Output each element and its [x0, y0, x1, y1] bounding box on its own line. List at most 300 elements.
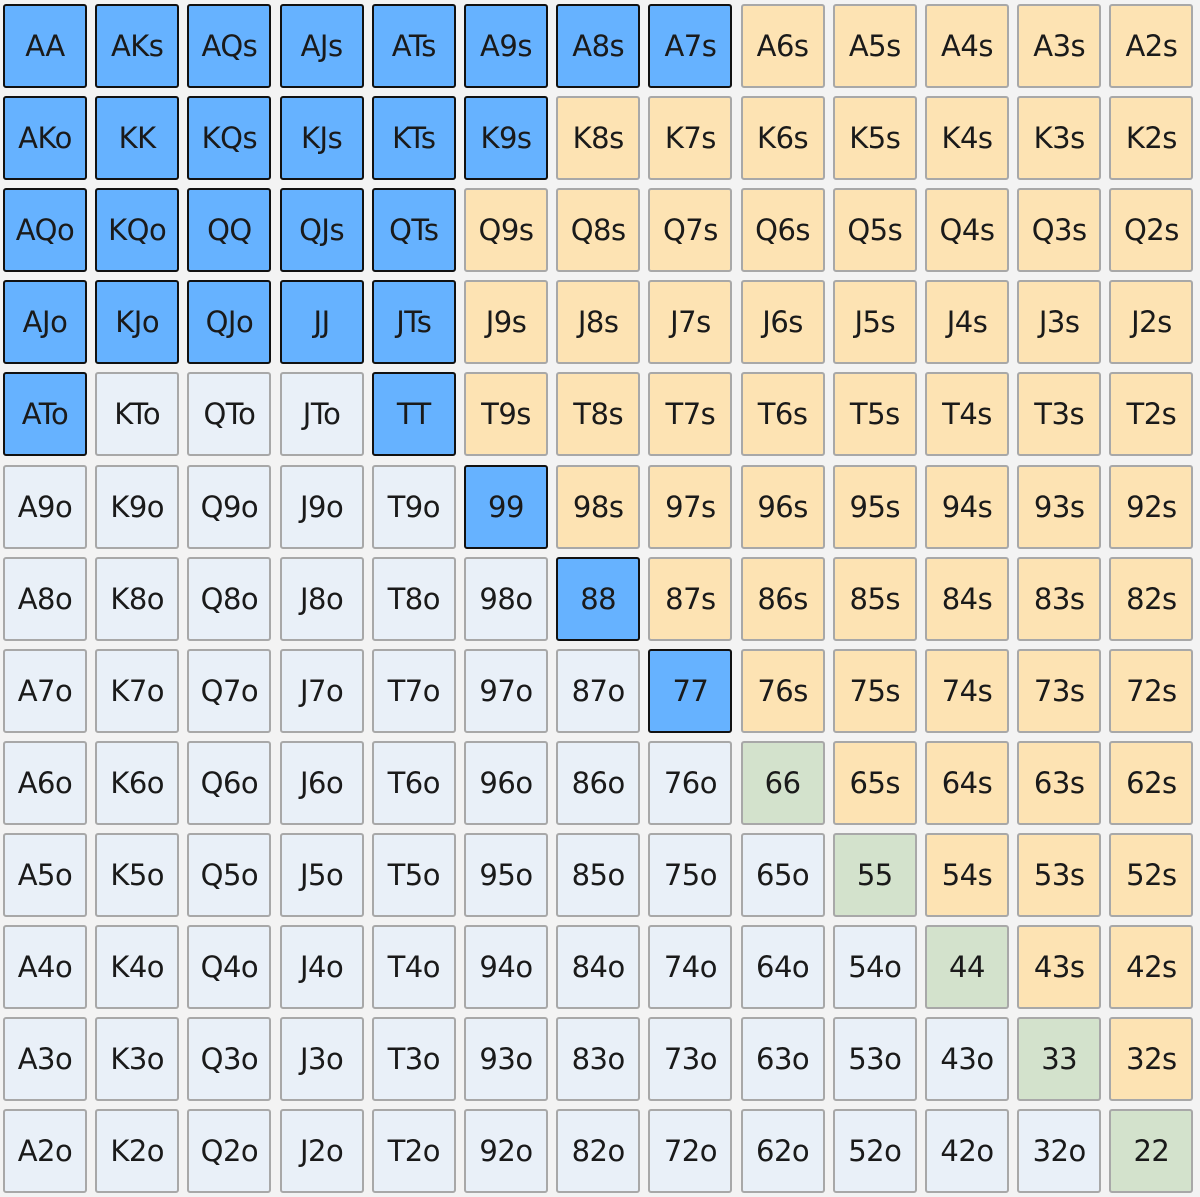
hand-label: A4o [17, 950, 73, 984]
hand-label: Q4s [939, 213, 995, 248]
hand-label: A8o [17, 581, 73, 616]
hand-label: 93o [479, 1042, 533, 1077]
hand-label: 99 [488, 489, 524, 524]
hand-cell-42s[interactable] [1109, 925, 1193, 1009]
hand-cell-63o[interactable] [741, 1017, 825, 1101]
hand-label: 86o [571, 765, 625, 800]
hand-cell-t3o[interactable] [372, 1017, 456, 1101]
hand-cell-22[interactable] [1109, 1109, 1193, 1193]
hand-cell-kjo[interactable] [95, 280, 179, 364]
hand-cell-j3s[interactable] [1017, 280, 1101, 364]
hand-cell-j5o[interactable] [280, 833, 364, 917]
hand-label: 82s [1126, 581, 1177, 616]
hand-cell-q4s[interactable] [925, 188, 1009, 272]
hand-cell-98s[interactable] [556, 465, 640, 549]
hand-label: 42o [940, 1134, 994, 1169]
hand-cell-94o[interactable] [464, 925, 548, 1009]
hand-cell-ato[interactable] [3, 372, 87, 456]
hand-label: 73o [663, 1042, 717, 1077]
hand-cell-94s[interactable] [925, 465, 1009, 549]
hand-cell-k5s[interactable] [833, 96, 917, 180]
hand-label: A2s [1125, 29, 1178, 63]
hand-label: K7s [664, 121, 716, 156]
hand-cell-42o[interactable] [925, 1109, 1009, 1193]
hand-cell-t9s[interactable] [464, 372, 548, 456]
hand-label: 98s [572, 489, 624, 524]
hand-cell-a4o[interactable] [3, 925, 87, 1009]
hand-label: 32s [1126, 1042, 1177, 1077]
hand-cell-a6o[interactable] [3, 741, 87, 825]
hand-cell-q5s[interactable] [833, 188, 917, 272]
hand-cell-85o[interactable] [556, 833, 640, 917]
hand-label: A5s [848, 29, 901, 63]
hand-cell-k5o[interactable] [95, 833, 179, 917]
hand-cell-k7o[interactable] [95, 649, 179, 733]
hand-cell-k8s[interactable] [556, 96, 640, 180]
hand-label: K8o [110, 581, 165, 616]
hand-label: 97s [665, 489, 716, 524]
hand-cell-q9o[interactable] [187, 465, 271, 549]
hand-label: 62o [756, 1134, 810, 1169]
hand-label: Q3o [200, 1042, 259, 1077]
hand-label: 83o [571, 1042, 625, 1077]
hand-cell-j8s[interactable] [556, 280, 640, 364]
hand-cell-74o[interactable] [648, 925, 732, 1009]
hand-label: KJo [115, 305, 160, 340]
hand-cell-44[interactable] [925, 925, 1009, 1009]
hand-cell-86o[interactable] [556, 741, 640, 825]
hand-cell-t4s[interactable] [925, 372, 1009, 456]
hand-label: T4o [387, 950, 440, 984]
hand-label: AQs [201, 29, 258, 63]
hand-cell-87s[interactable] [648, 557, 732, 641]
hand-cell-a8s[interactable] [556, 4, 640, 88]
hand-cell-72s[interactable] [1109, 649, 1193, 733]
hand-cell-84s[interactable] [925, 557, 1009, 641]
hand-cell-53o[interactable] [833, 1017, 917, 1101]
hand-cell-q7o[interactable] [187, 649, 271, 733]
hand-label: 64o [756, 950, 810, 984]
hand-label: 54s [941, 857, 993, 892]
hand-label: A3o [17, 1042, 73, 1077]
hand-cell-62s[interactable] [1109, 741, 1193, 825]
hand-label: 92s [1126, 489, 1177, 524]
hand-label: J2o [299, 1134, 344, 1169]
hand-cell-q3o[interactable] [187, 1017, 271, 1101]
hand-cell-ats[interactable] [372, 4, 456, 88]
hand-cell-53s[interactable] [1017, 833, 1101, 917]
hand-label: T7s [665, 397, 716, 432]
hand-cell-66[interactable] [741, 741, 825, 825]
hand-cell-a9o[interactable] [3, 465, 87, 549]
hand-cell-aa[interactable] [3, 4, 87, 88]
hand-cell-tt[interactable] [372, 372, 456, 456]
hand-cell-73s[interactable] [1017, 649, 1101, 733]
hand-label: 44 [949, 950, 985, 984]
hand-label: QQ [207, 213, 252, 248]
hand-cell-98o[interactable] [464, 557, 548, 641]
hand-label: Q2o [200, 1134, 259, 1169]
hand-label: J9s [485, 305, 527, 340]
hand-label: 97o [479, 673, 533, 708]
hand-label: KQs [201, 121, 258, 156]
hand-cell-76o[interactable] [648, 741, 732, 825]
hand-label: ATo [21, 397, 69, 432]
hand-cell-t9o[interactable] [372, 465, 456, 549]
hand-cell-84o[interactable] [556, 925, 640, 1009]
hand-cell-jto[interactable] [280, 372, 364, 456]
hand-label: K5o [110, 857, 165, 892]
hand-cell-j9o[interactable] [280, 465, 364, 549]
hand-label: K5s [849, 121, 901, 156]
hand-cell-qq[interactable] [187, 188, 271, 272]
hand-cell-qjs[interactable] [280, 188, 364, 272]
hand-cell-jts[interactable] [372, 280, 456, 364]
hand-label: J9o [299, 489, 344, 524]
hand-cell-t5s[interactable] [833, 372, 917, 456]
hand-cell-93s[interactable] [1017, 465, 1101, 549]
hand-cell-k7s[interactable] [648, 96, 732, 180]
hand-label: Q9o [200, 489, 259, 524]
hand-label: ATs [391, 29, 436, 63]
hand-cell-99[interactable] [464, 465, 548, 549]
hand-label: A5o [17, 857, 73, 892]
hand-cell-92o[interactable] [464, 1109, 548, 1193]
hand-label: T8s [573, 397, 624, 432]
hand-label: K9o [110, 489, 165, 524]
hand-cell-j3o[interactable] [280, 1017, 364, 1101]
hand-cell-t6o[interactable] [372, 741, 456, 825]
hand-label: 53s [1033, 857, 1085, 892]
hand-cell-j7s[interactable] [648, 280, 732, 364]
hand-cell-q2o[interactable] [187, 1109, 271, 1193]
hand-label: Q7s [662, 213, 718, 248]
hand-label: J7s [670, 305, 711, 340]
hand-cell-j2s[interactable] [1109, 280, 1193, 364]
hand-cell-aks[interactable] [95, 4, 179, 88]
hand-cell-jj[interactable] [280, 280, 364, 364]
hand-cell-a9s[interactable] [464, 4, 548, 88]
hand-cell-75o[interactable] [648, 833, 732, 917]
hand-label: J6o [299, 765, 344, 800]
hand-cell-j9s[interactable] [464, 280, 548, 364]
hand-label: 72s [1126, 673, 1177, 708]
hand-label: A7s [664, 29, 717, 63]
hand-cell-43o[interactable] [925, 1017, 1009, 1101]
hand-cell-76s[interactable] [741, 649, 825, 733]
hand-cell-ako[interactable] [3, 96, 87, 180]
hand-label: T9o [387, 489, 440, 524]
hand-cell-a3s[interactable] [1017, 4, 1101, 88]
hand-cell-k3s[interactable] [1017, 96, 1101, 180]
hand-label: 65o [756, 857, 810, 892]
hand-label: K8s [572, 121, 624, 156]
hand-cell-kto[interactable] [95, 372, 179, 456]
hand-cell-82o[interactable] [556, 1109, 640, 1193]
hand-cell-96o[interactable] [464, 741, 548, 825]
hand-cell-a4s[interactable] [925, 4, 1009, 88]
hand-cell-92s[interactable] [1109, 465, 1193, 549]
hand-label: K4o [110, 950, 165, 984]
hand-cell-65o[interactable] [741, 833, 825, 917]
hand-cell-95o[interactable] [464, 833, 548, 917]
hand-label: 73s [1033, 673, 1085, 708]
hand-label: 72o [663, 1134, 717, 1169]
hand-label: AJo [22, 305, 68, 340]
hand-cell-64o[interactable] [741, 925, 825, 1009]
hand-cell-a8o[interactable] [3, 557, 87, 641]
hand-cell-q6s[interactable] [741, 188, 825, 272]
hand-label: A8s [572, 29, 625, 63]
hand-label: QTo [203, 397, 256, 432]
hand-cell-95s[interactable] [833, 465, 917, 549]
hand-cell-aqo[interactable] [3, 188, 87, 272]
hand-label: 96o [479, 765, 533, 800]
hand-cell-a5s[interactable] [833, 4, 917, 88]
hand-cell-32s[interactable] [1109, 1017, 1193, 1101]
hand-cell-64s[interactable] [925, 741, 1009, 825]
hand-cell-96s[interactable] [741, 465, 825, 549]
hand-cell-kqs[interactable] [187, 96, 271, 180]
hand-label: QTs [389, 213, 439, 248]
hand-cell-k2o[interactable] [95, 1109, 179, 1193]
hand-cell-j5s[interactable] [833, 280, 917, 364]
hand-cell-q9s[interactable] [464, 188, 548, 272]
hand-label: K4s [941, 121, 993, 156]
hand-cell-t7o[interactable] [372, 649, 456, 733]
hand-label: Q5s [847, 213, 903, 248]
hand-cell-q8o[interactable] [187, 557, 271, 641]
hand-cell-85s[interactable] [833, 557, 917, 641]
hand-cell-j4s[interactable] [925, 280, 1009, 364]
hand-cell-k6o[interactable] [95, 741, 179, 825]
hand-label: T5s [849, 397, 900, 432]
hand-label: A3s [1033, 29, 1086, 63]
hand-cell-k9s[interactable] [464, 96, 548, 180]
hand-cell-43s[interactable] [1017, 925, 1101, 1009]
hand-label: Q8s [570, 213, 626, 248]
hand-cell-55[interactable] [833, 833, 917, 917]
hand-label: JJ [313, 305, 330, 340]
hand-label: QJo [205, 305, 254, 340]
hand-cell-k8o[interactable] [95, 557, 179, 641]
hand-cell-qts[interactable] [372, 188, 456, 272]
hand-label: 66 [764, 765, 801, 800]
hand-cell-t3s[interactable] [1017, 372, 1101, 456]
hand-label: K2o [110, 1134, 165, 1169]
hand-label: 76o [663, 765, 717, 800]
hand-label: 33 [1041, 1042, 1078, 1077]
hand-cell-87o[interactable] [556, 649, 640, 733]
hand-label: 63o [756, 1042, 810, 1077]
hand-label: 65s [849, 765, 901, 800]
hand-label: 43s [1033, 950, 1085, 984]
hand-label: Q4o [200, 950, 259, 984]
hand-label: QJs [299, 213, 345, 248]
hand-label: 43o [940, 1042, 994, 1077]
hand-label: 87o [571, 673, 625, 708]
hand-cell-73o[interactable] [648, 1017, 732, 1101]
hand-cell-t8o[interactable] [372, 557, 456, 641]
hand-label: KJs [301, 121, 343, 156]
hand-label: J3s [1038, 305, 1080, 340]
hand-cell-93o[interactable] [464, 1017, 548, 1101]
hand-label: Q8o [200, 581, 259, 616]
hand-label: 22 [1133, 1134, 1170, 1169]
hand-label: 52o [848, 1134, 902, 1169]
hand-cell-62o[interactable] [741, 1109, 825, 1193]
hand-cell-j6o[interactable] [280, 741, 364, 825]
hand-label: KK [118, 121, 156, 156]
hand-cell-k9o[interactable] [95, 465, 179, 549]
hand-label: 84o [571, 950, 625, 984]
hand-cell-k2s[interactable] [1109, 96, 1193, 180]
hand-cell-k4s[interactable] [925, 96, 1009, 180]
hand-cell-82s[interactable] [1109, 557, 1193, 641]
hand-cell-q3s[interactable] [1017, 188, 1101, 272]
hand-label: 32o [1032, 1134, 1086, 1169]
hand-cell-88[interactable] [556, 557, 640, 641]
hand-label: J5o [299, 857, 344, 892]
hand-cell-q4o[interactable] [187, 925, 271, 1009]
hand-cell-qto[interactable] [187, 372, 271, 456]
hand-label: 93s [1033, 489, 1085, 524]
hand-cell-t6s[interactable] [741, 372, 825, 456]
hand-label: 85s [849, 581, 901, 616]
hand-label: T6s [757, 397, 808, 432]
hand-cell-97s[interactable] [648, 465, 732, 549]
hand-label: J4s [946, 305, 988, 340]
hand-cell-a5o[interactable] [3, 833, 87, 917]
hand-label: 64s [941, 765, 993, 800]
hand-cell-t7s[interactable] [648, 372, 732, 456]
hand-cell-kts[interactable] [372, 96, 456, 180]
hand-cell-t8s[interactable] [556, 372, 640, 456]
hand-label: T7o [387, 673, 440, 708]
hand-cell-65s[interactable] [833, 741, 917, 825]
hand-label: Q6s [755, 213, 811, 248]
hand-label: 87s [665, 581, 716, 616]
hand-cell-63s[interactable] [1017, 741, 1101, 825]
hand-cell-a6s[interactable] [741, 4, 825, 88]
hand-cell-ajs[interactable] [280, 4, 364, 88]
hand-label: J4o [299, 950, 344, 984]
hand-cell-52o[interactable] [833, 1109, 917, 1193]
hand-label: 55 [856, 857, 893, 892]
hand-cell-a3o[interactable] [3, 1017, 87, 1101]
hand-label: T2o [387, 1134, 440, 1169]
hand-cell-j4o[interactable] [280, 925, 364, 1009]
hand-cell-a2o[interactable] [3, 1109, 87, 1193]
hand-cell-qjo[interactable] [187, 280, 271, 364]
hand-cell-k3o[interactable] [95, 1017, 179, 1101]
hand-cell-q2s[interactable] [1109, 188, 1193, 272]
hand-cell-q6o[interactable] [187, 741, 271, 825]
hand-label: 63s [1033, 765, 1085, 800]
hand-cell-j6s[interactable] [741, 280, 825, 364]
hand-cell-74s[interactable] [925, 649, 1009, 733]
hand-label: 94s [941, 489, 993, 524]
hand-cell-83s[interactable] [1017, 557, 1101, 641]
hand-cell-97o[interactable] [464, 649, 548, 733]
hand-cell-j2o[interactable] [280, 1109, 364, 1193]
hand-cell-kk[interactable] [95, 96, 179, 180]
hand-label: 94o [479, 950, 533, 984]
hand-label: AKo [18, 121, 72, 156]
hand-label: KQo [108, 213, 167, 248]
hand-cell-52s[interactable] [1109, 833, 1193, 917]
hand-cell-77[interactable] [648, 649, 732, 733]
hand-label: 84s [941, 581, 993, 616]
hand-label: AJs [300, 29, 343, 63]
hand-label: Q3s [1031, 213, 1087, 248]
hand-cell-86s[interactable] [741, 557, 825, 641]
hand-label: K2s [1125, 121, 1177, 156]
hand-cell-aqs[interactable] [187, 4, 271, 88]
hand-label: TT [396, 397, 431, 432]
hand-label: J7o [299, 673, 344, 708]
hand-label: 85o [571, 857, 625, 892]
hand-label: 62s [1126, 765, 1177, 800]
hand-cell-kjs[interactable] [280, 96, 364, 180]
hand-cell-j8o[interactable] [280, 557, 364, 641]
hand-cell-ajo[interactable] [3, 280, 87, 364]
hand-cell-83o[interactable] [556, 1017, 640, 1101]
hand-cell-54s[interactable] [925, 833, 1009, 917]
hand-label: A7o [17, 673, 73, 708]
hand-cell-t2s[interactable] [1109, 372, 1193, 456]
hand-cell-a7o[interactable] [3, 649, 87, 733]
hand-cell-a2s[interactable] [1109, 4, 1193, 88]
hand-cell-32o[interactable] [1017, 1109, 1101, 1193]
hand-cell-k6s[interactable] [741, 96, 825, 180]
hand-cell-kqo[interactable] [95, 188, 179, 272]
hand-label: T5o [387, 857, 440, 892]
hand-cell-33[interactable] [1017, 1017, 1101, 1101]
hand-label: Q2s [1123, 213, 1179, 248]
hand-label: 95o [479, 857, 533, 892]
hand-cell-q7s[interactable] [648, 188, 732, 272]
hand-label: Q9s [478, 213, 534, 248]
hand-cell-k4o[interactable] [95, 925, 179, 1009]
hand-label: 83s [1033, 581, 1085, 616]
hand-cell-q8s[interactable] [556, 188, 640, 272]
hand-cell-a7s[interactable] [648, 4, 732, 88]
hand-label: 95s [849, 489, 901, 524]
hand-cell-t2o[interactable] [372, 1109, 456, 1193]
hand-cell-q5o[interactable] [187, 833, 271, 917]
hand-label: K6s [757, 121, 809, 156]
hand-label: 54o [848, 950, 902, 984]
hand-cell-t5o[interactable] [372, 833, 456, 917]
hand-label: JTs [396, 305, 432, 340]
hand-label: T2s [1126, 397, 1177, 432]
hand-cell-72o[interactable] [648, 1109, 732, 1193]
hand-label: K3s [1033, 121, 1085, 156]
hand-label: 52s [1126, 857, 1177, 892]
hand-label: J8s [577, 305, 619, 340]
hand-cell-t4o[interactable] [372, 925, 456, 1009]
hand-label: KTo [114, 397, 161, 432]
hand-cell-75s[interactable] [833, 649, 917, 733]
hand-label: 74o [663, 950, 717, 984]
hand-cell-54o[interactable] [833, 925, 917, 1009]
hand-label: T3o [387, 1042, 440, 1077]
hand-label: T6o [387, 765, 440, 800]
hand-cell-j7o[interactable] [280, 649, 364, 733]
hand-label: A6s [756, 29, 809, 63]
hand-label: A4s [941, 29, 993, 63]
